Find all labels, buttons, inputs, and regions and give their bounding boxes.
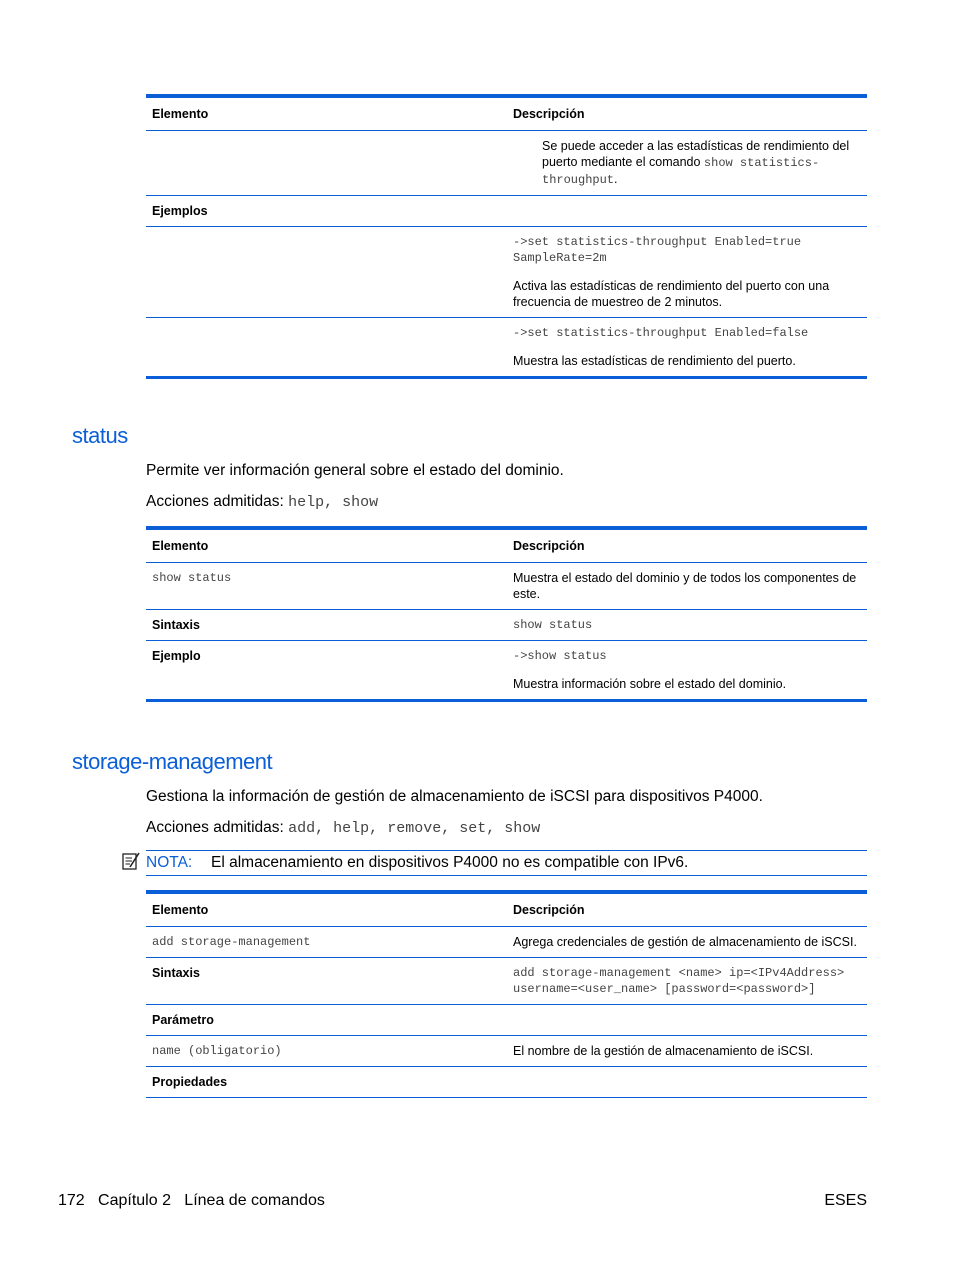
status-actions: Acciones admitidas: help, show bbox=[146, 493, 379, 511]
storage-management-table bbox=[146, 890, 867, 1098]
row-code: add storage-management bbox=[152, 935, 311, 949]
footer-page-info: 172 Capítulo 2 Línea de comandos bbox=[58, 1192, 325, 1209]
example-text: Activa las estadísticas de rendimiento del puerto con una frecuencia de muestreo de 2 minutos. bbox=[513, 279, 830, 309]
table-row bbox=[146, 318, 867, 376]
actions-label: Acciones admitidas bbox=[146, 819, 280, 836]
storage-description: Gestiona la información de gestión de almacenamiento de iSCSI para dispositivos P4000. bbox=[146, 788, 763, 805]
example-label: Ejemplo bbox=[152, 649, 201, 663]
table-row bbox=[146, 1036, 867, 1067]
example-code: ->set statistics-throughput Enabled=true SampleRate=2m bbox=[513, 235, 802, 265]
table-bottom-rule bbox=[146, 376, 867, 379]
properties-label: Propiedades bbox=[152, 1075, 228, 1089]
table-row bbox=[146, 131, 867, 196]
example-text: Muestra las estadísticas de rendimiento del puerto. bbox=[513, 354, 796, 368]
storage-actions: Acciones admitidas: add, help, remove, set, show bbox=[146, 819, 541, 837]
syntax-label: Sintaxis bbox=[152, 618, 200, 632]
table-bottom-rule bbox=[146, 699, 867, 702]
section-title-storage-management: storage-management bbox=[72, 749, 273, 774]
param-description: El nombre de la gestión de almacenamiento de iSCSI. bbox=[513, 1044, 814, 1058]
header-descripcion: Descripción bbox=[513, 903, 585, 917]
table-row bbox=[146, 227, 867, 318]
note-label: NOTA: bbox=[146, 854, 193, 871]
header-descripcion: Descripción bbox=[513, 107, 585, 121]
actions-code: add, help, remove, set, show bbox=[288, 820, 541, 837]
parameter-label: Parámetro bbox=[152, 1013, 214, 1027]
actions-code: help, show bbox=[288, 494, 379, 511]
table-row bbox=[146, 563, 867, 610]
example-code: ->set statistics-throughput Enabled=false bbox=[513, 326, 809, 340]
actions-label: Acciones admitidas bbox=[146, 493, 280, 510]
header-elemento: Elemento bbox=[152, 539, 209, 553]
table-row-example bbox=[146, 641, 867, 699]
examples-label: Ejemplos bbox=[152, 204, 208, 218]
table-header-row bbox=[146, 530, 867, 563]
note-box bbox=[146, 850, 867, 876]
row-description: Se puede acceder a las estadísticas de rendimiento del puerto mediante el comando show statistics-throughput. bbox=[542, 139, 850, 187]
table-row-syntax bbox=[146, 610, 867, 641]
row-description: Agrega credenciales de gestión de almacenamiento de iSCSI. bbox=[513, 935, 857, 949]
syntax-label: Sintaxis bbox=[152, 966, 200, 980]
syntax-code: add storage-management <name> ip=<IPv4Address> username=<user_name> [password=<password>] bbox=[513, 966, 845, 996]
status-table bbox=[146, 526, 867, 702]
syntax-code: show status bbox=[513, 618, 593, 632]
example-text: Muestra información sobre el estado del dominio. bbox=[513, 677, 787, 691]
table-row-properties bbox=[146, 1067, 867, 1098]
table-row-syntax bbox=[146, 958, 867, 1005]
table-row-examples bbox=[146, 196, 867, 227]
row-code: show status bbox=[152, 571, 232, 585]
table-header-row bbox=[146, 894, 867, 927]
table-header-row bbox=[146, 98, 867, 131]
section-title-status: status bbox=[72, 423, 128, 448]
header-elemento: Elemento bbox=[152, 903, 209, 917]
status-description: Permite ver información general sobre el estado del dominio. bbox=[146, 462, 564, 479]
row-description: Muestra el estado del dominio y de todos los componentes de este. bbox=[513, 571, 857, 601]
example-code: ->show status bbox=[513, 649, 607, 663]
table-row-parameter bbox=[146, 1005, 867, 1036]
note-text: El almacenamiento en dispositivos P4000 no es compatible con IPv6. bbox=[211, 854, 689, 871]
note-icon bbox=[121, 851, 141, 871]
table-row bbox=[146, 927, 867, 958]
footer-locale: ESES bbox=[824, 1192, 867, 1209]
param-code: name (obligatorio) bbox=[152, 1044, 282, 1058]
header-descripcion: Descripción bbox=[513, 539, 585, 553]
header-elemento: Elemento bbox=[152, 107, 209, 121]
statistics-throughput-table bbox=[146, 94, 867, 379]
